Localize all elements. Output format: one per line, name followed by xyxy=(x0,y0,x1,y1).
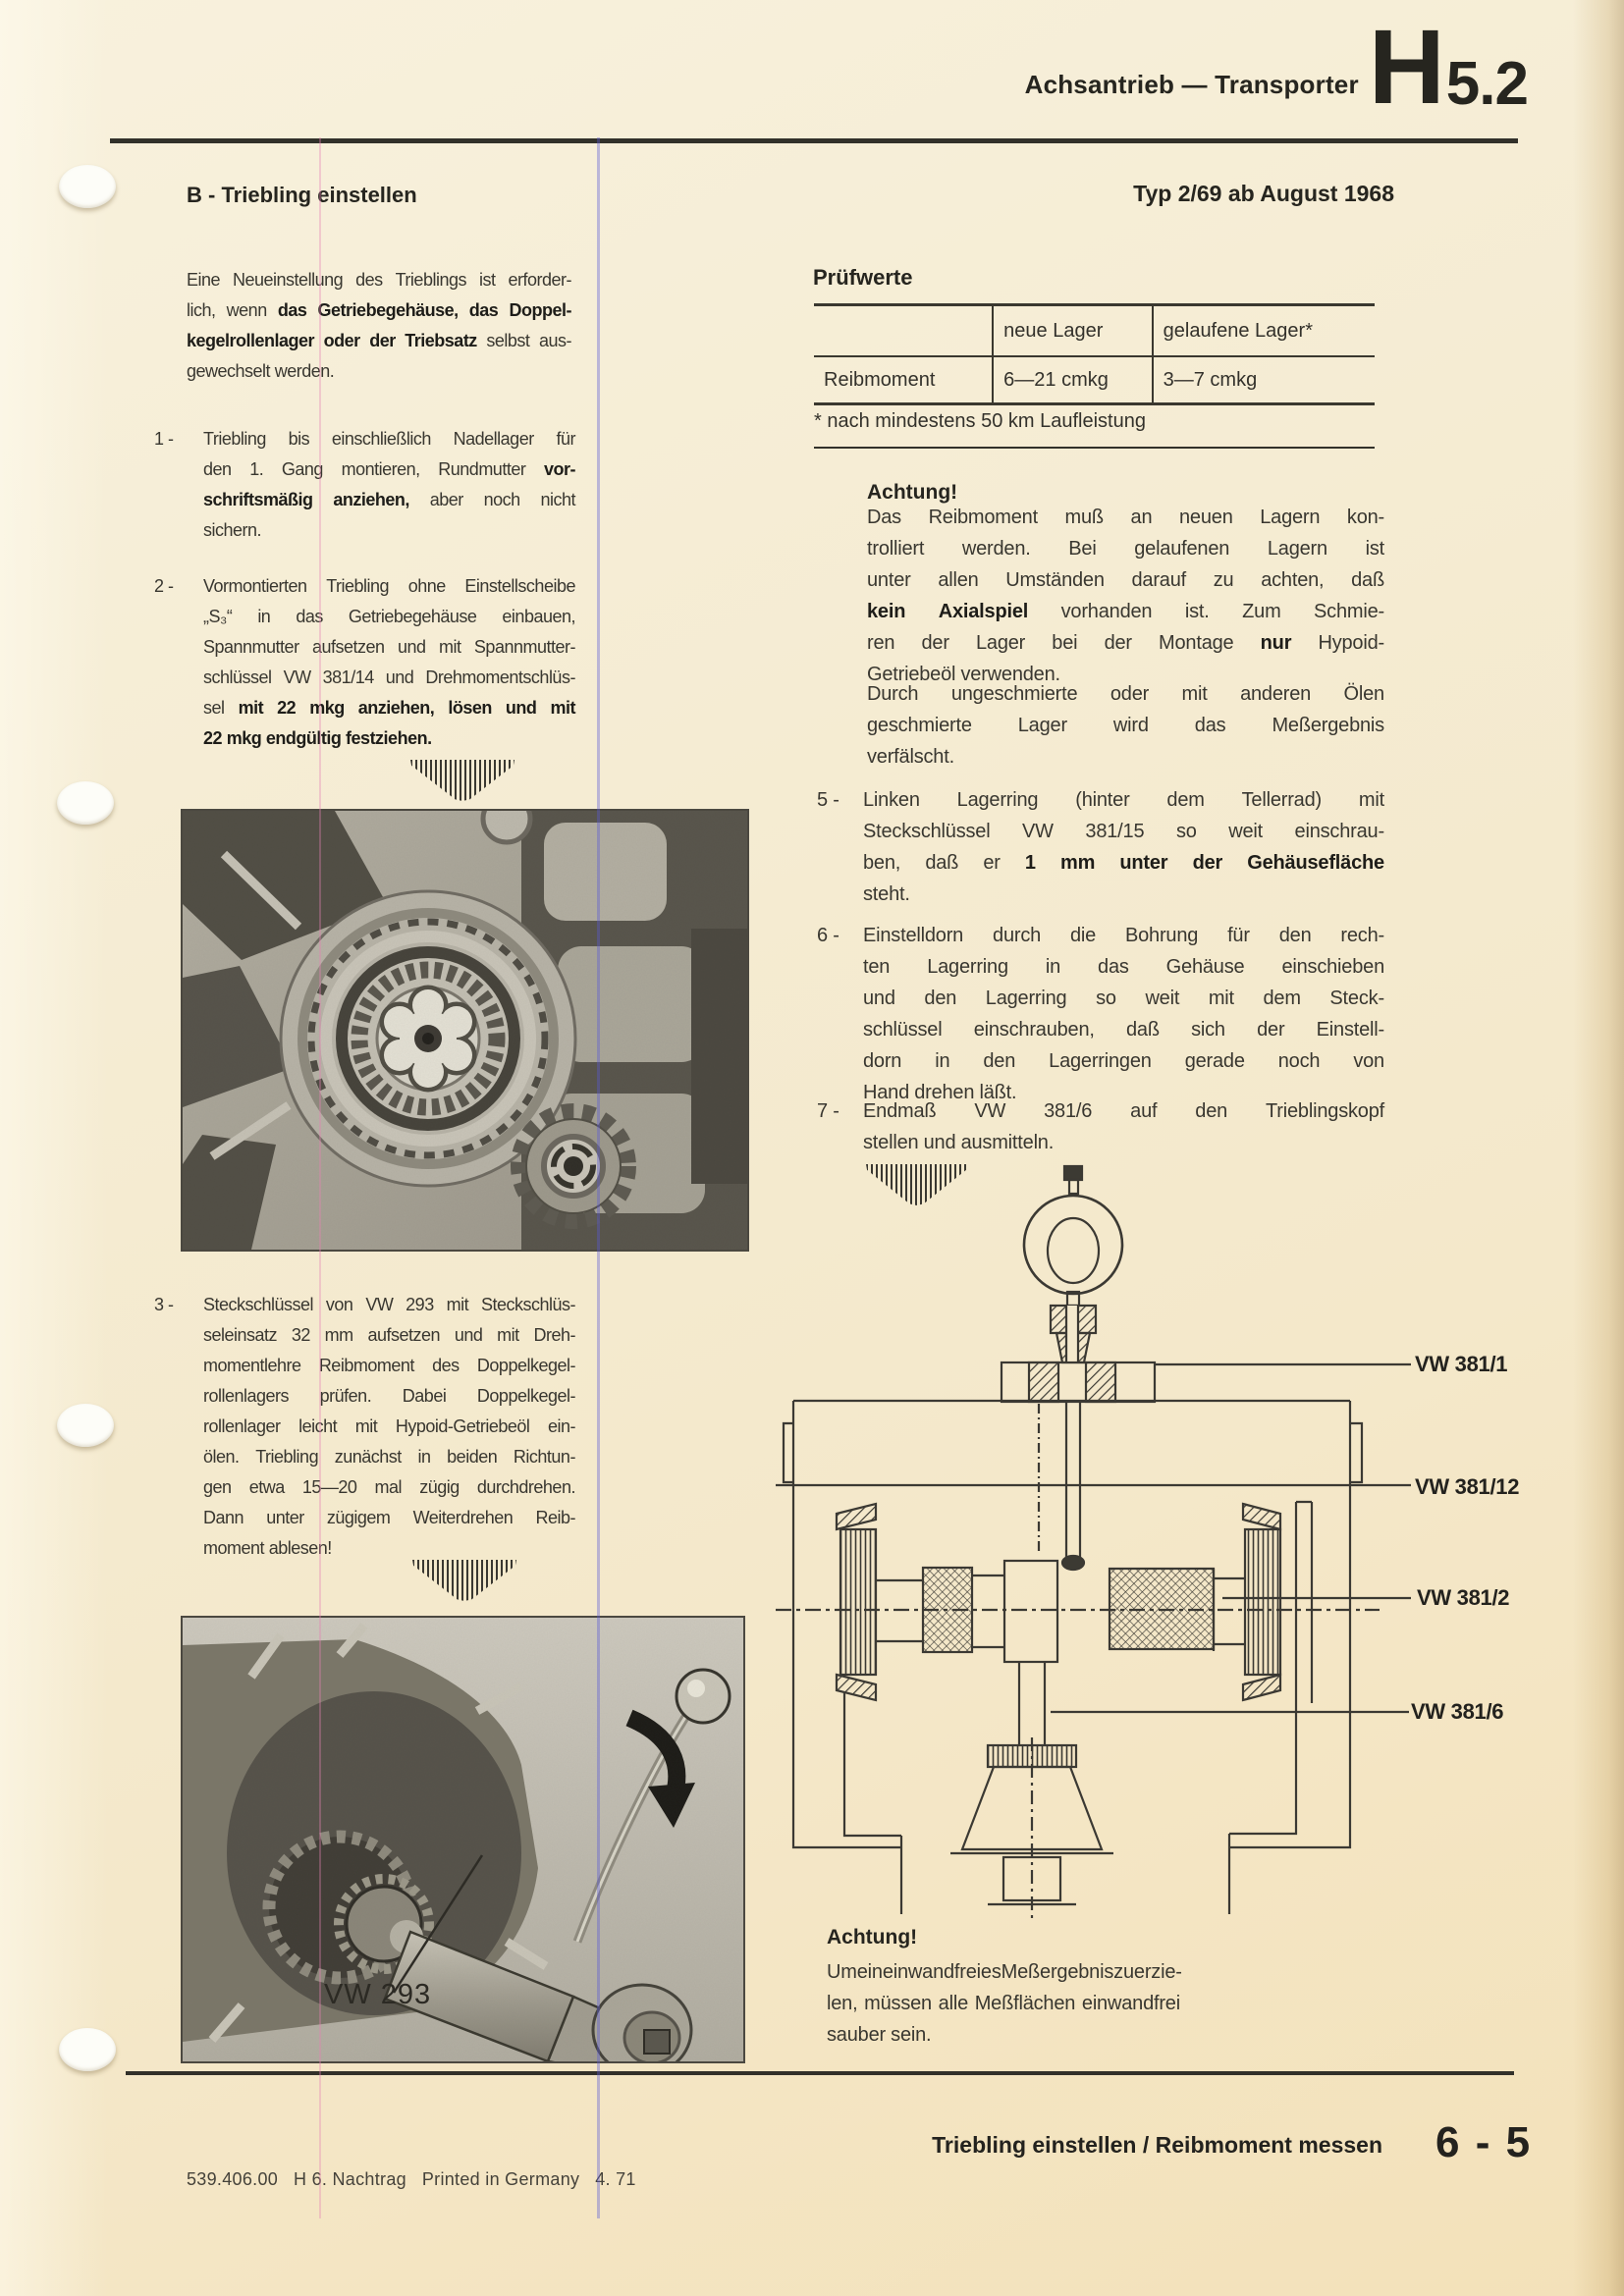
punch-hole xyxy=(59,165,116,208)
step-text: Vormontierten Triebling ohne Einstellscheibe „S₃“ in das Getriebegehäuse einbauen, Spannmutter aufsetzen und mit Spannmutter- schlüssel VW 381/14 und Drehmomentschlüs- sel mit 22 mkg anziehen, lösen und mit 22 mkg endgültig festziehen. xyxy=(203,576,575,748)
step-item-6 xyxy=(817,916,1384,1104)
table-header-cell: neue Lager xyxy=(992,306,1151,355)
header-section-title: Achsantrieb — Transporter xyxy=(1024,70,1359,100)
photo-bearing-assembly-image xyxy=(183,811,747,1250)
diagram-label-vw381-1: VW 381/1 xyxy=(1415,1352,1508,1376)
footer-page-number: 6 - 5 xyxy=(1435,2118,1533,2166)
table-header-row xyxy=(814,303,1375,355)
table-footnote: * nach mindestens 50 km Laufleistung xyxy=(814,410,1146,432)
step-item-7 xyxy=(817,1092,1384,1154)
intro-paragraph: Eine Neueinstellung des Trieblings ist erforder- lich, wenn das Getriebegehäuse, das Doppel- kegelrollenlager oder der Triebsatz selbst aus- gewechselt werden. xyxy=(187,270,571,381)
photo-bearing-assembly xyxy=(183,811,747,1250)
diagram-label-vw381-2: VW 381/2 xyxy=(1417,1585,1510,1610)
page-header xyxy=(982,7,1528,126)
achtung-paragraph: Durch ungeschmierte oder mit anderen Ölen geschmierte Lager wird das Meßergebnis verfälscht. xyxy=(867,683,1384,768)
page-right-edge xyxy=(1573,0,1624,2296)
step-number: 6 - xyxy=(817,925,845,946)
diagram-label-vw381-12: VW 381/12 xyxy=(1415,1474,1520,1499)
punch-hole xyxy=(59,2028,116,2071)
achtung-paragraph: Um ein einwandfreies Meßergebnis zu erzie- len, müssen alle Meßflächen einwandfrei sauber sein. xyxy=(827,1961,1182,2046)
step-item-1 xyxy=(154,419,575,541)
step-number: 2 - xyxy=(154,576,179,596)
pruefwerte-heading: Prüfwerte xyxy=(813,265,913,290)
achtung-heading: Achtung! xyxy=(867,481,958,504)
table-header-cell: gelaufene Lager* xyxy=(1152,306,1375,355)
type-line: Typ 2/69 ab August 1968 xyxy=(1133,181,1394,206)
diagram-label-vw381-6: VW 381/6 xyxy=(1411,1699,1504,1724)
section-arrow-icon xyxy=(412,1560,516,1601)
step-item-3 xyxy=(154,1285,575,1559)
section-heading: B - Triebling einstellen xyxy=(187,183,417,207)
footer-title: Triebling einstellen / Reibmoment messen xyxy=(932,2132,1382,2158)
table-cell: Reibmoment xyxy=(824,368,936,391)
step-text: Endmaß VW 381/6 auf den Trieblingskopf stellen und ausmitteln. xyxy=(863,1100,1384,1153)
footer-rule xyxy=(126,2071,1514,2075)
table-cell: 6—21 cmkg xyxy=(992,357,1151,402)
step-number: 5 - xyxy=(817,789,845,811)
step-text: Triebling bis einschließlich Nadellager für den 1. Gang montieren, Rundmutter vor- schriftsmäßig anziehen, aber noch nicht sichern. xyxy=(203,429,575,540)
step-item-2 xyxy=(154,566,575,749)
pruefwerte-table xyxy=(814,303,1375,405)
header-code-letter: H xyxy=(1368,7,1442,126)
punch-hole xyxy=(57,1404,114,1447)
step-item-5 xyxy=(817,780,1384,906)
section-arrow-icon xyxy=(410,760,514,801)
table-cell: 3—7 cmkg xyxy=(1152,357,1375,402)
photo-socket-tool-image xyxy=(183,1618,743,2061)
step-number: 7 - xyxy=(817,1100,845,1122)
step-text: Steckschlüssel von VW 293 mit Steckschlüs- seleinsatz 32 mm aufsetzen und mit Dreh- momentlehre Reibmoment des Doppelkegel- rollenlagers prüfen. Dabei Doppelkegel- rollenlager leicht mit Hypoid-Getriebeöl ein- ölen. Triebling zunächst in beiden Richtun- gen etwa 15—20 mal zügig durchdrehen. Dann unter zügigem Weiterdrehen Reib- moment ablesen! xyxy=(203,1295,575,1558)
table-header-cell xyxy=(814,306,992,355)
page-left-edge xyxy=(0,0,108,2296)
header-rule xyxy=(110,138,1518,143)
step-number: 3 - xyxy=(154,1295,179,1314)
table-bottom-rule xyxy=(814,447,1375,449)
step-text: Einstelldorn durch die Bohrung für den rech- ten Lagerring in das Gehäuse einschieben und den Lagerring so weit mit dem Steck- schlüssel einschrauben, daß sich der Einstell- dorn in den Lagerringen gerade noch von Hand drehen läßt. xyxy=(863,925,1384,1103)
achtung-heading: Achtung! xyxy=(827,1926,918,1949)
achtung-paragraph: Das Reibmoment muß an neuen Lagern kon- trolliert werden. Bei gelaufenen Lagern ist unter allen Umständen darauf zu achten, daß kein Axialspiel vorhanden ist. Zum Schmie- ren der Lager bei der Montage nur Hypoid- Getriebeöl verwenden. xyxy=(867,507,1384,685)
step-text: Linken Lagerring (hinter dem Tellerrad) mit Steckschlüssel VW 381/15 so weit einschrau- ben, daß er 1 mm unter der Gehäusefläche steht. xyxy=(863,789,1384,905)
tool-label: VW 293 xyxy=(324,1979,432,2010)
photo-socket-tool xyxy=(183,1618,743,2061)
table-data-row xyxy=(814,355,1375,405)
measuring-setup-diagram xyxy=(776,1158,1434,1924)
footer-imprint: 539.406.00 H 6. Nachtrag Printed in Germany 4. 71 xyxy=(187,2169,636,2189)
punch-hole xyxy=(57,781,114,825)
step-number: 1 - xyxy=(154,429,179,449)
header-code-number: 5.2 xyxy=(1445,49,1528,118)
